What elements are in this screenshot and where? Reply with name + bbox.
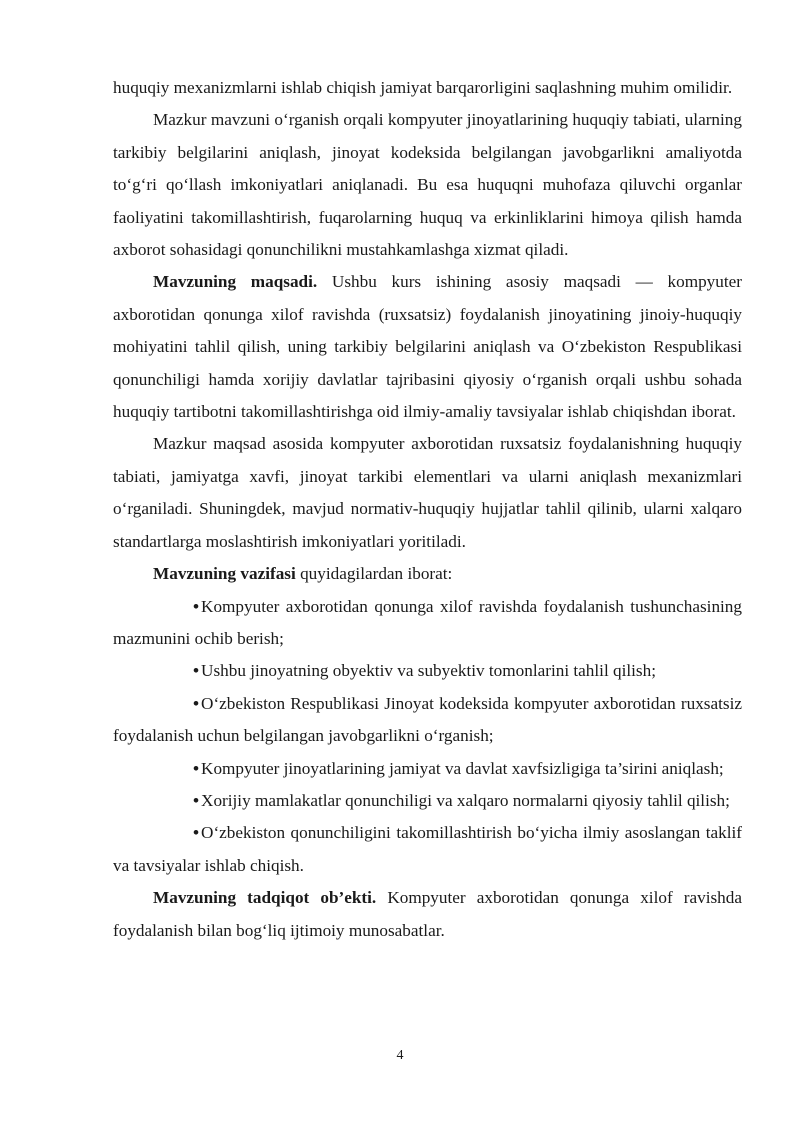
bullet-text: Ushbu jinoyatning obyektiv va subyektiv tomonlarini tahlil qilish; xyxy=(201,661,656,681)
goal-heading: Mavzuning maqsadi. xyxy=(153,272,318,292)
list-item xyxy=(113,753,742,785)
tasks-heading: Mavzuning vazifasi xyxy=(153,564,296,584)
list-item xyxy=(113,591,742,656)
goal-text: Ushbu kurs ishining asosiy maqsadi — kompyuter axborotidan qonunga xilof ravishda (ruxsatsiz) foydalanish jinoyatining jinoiy-huquqiy mohiyatini tahlil qilish, uning tarkibiy belgilarini aniqlash va O‘zbekiston Respublikasi qonunchiligi hamda xorijiy davlatlar tajribasini qiyosiy o‘rganish orqali ushbu sohada huquqiy tartibotni takomillashtirishga oid ilmiy-amaliy tavsiyalar ishlab chiqishdan iborat. xyxy=(113,272,742,422)
list-item xyxy=(113,817,742,882)
paragraph-tasks xyxy=(113,558,742,590)
document-page xyxy=(113,72,742,947)
bullet-icon: • xyxy=(193,758,200,778)
list-item xyxy=(113,655,742,687)
research-object-text: Kompyuter axborotidan qonunga xilof ravishda foydalanish bilan bog‘liq ijtimoiy munosabatlar. xyxy=(113,888,742,940)
paragraph-goal xyxy=(113,266,742,428)
bullet-icon: • xyxy=(193,693,200,713)
bullet-icon: • xyxy=(193,823,200,843)
bullet-icon: • xyxy=(193,596,200,616)
research-object-heading: Mavzuning tadqiqot ob’ekti. xyxy=(153,888,377,908)
tasks-text: quyidagilardan iborat: xyxy=(295,564,453,584)
bullet-text: O‘zbekiston qonunchiligini takomillashtirish bo‘yicha ilmiy asoslangan taklif va tavsiyalar ishlab chiqish. xyxy=(113,823,742,875)
paragraph-research-object xyxy=(113,882,742,947)
list-item xyxy=(113,688,742,753)
bullet-text: Kompyuter jinoyatlarining jamiyat va davlat xavfsizligiga ta’sirini aniqlash; xyxy=(201,758,724,778)
paragraph-goal-details: Mazkur maqsad asosida kompyuter axborotidan ruxsatsiz foydalanishning huquqiy tabiati, jamiyatga xavfi, jinoyat tarkibi elementlari va ularni aniqlash mexanizmlari o‘rganiladi. Shuningdek, mavjud normativ-huquqiy hujjatlar tahlil qilinib, ularni xalqaro standartlarga moslashtirish imkoniyatlari yoritiladi. xyxy=(113,434,742,551)
bullet-text: O‘zbekiston Respublikasi Jinoyat kodeksida kompyuter axborotidan ruxsatsiz foydalanish uchun belgilangan javobgarlikni o‘rganish; xyxy=(113,693,742,746)
bullet-icon: • xyxy=(193,661,200,681)
bullet-text: Kompyuter axborotidan qonunga xilof ravishda foydalanish tushunchasining mazmunini ochib berish; xyxy=(113,596,742,648)
paragraph-intro: huquqiy mexanizmlarni ishlab chiqish jamiyat barqarorligini saqlashning muhim omilidir. xyxy=(113,78,733,97)
bullet-icon: • xyxy=(193,790,200,810)
paragraph-study: Mazkur mavzuni o‘rganish orqali kompyuter jinoyatlarining huquqiy tabiati, ularning tarkibiy belgilarini aniqlash, jinoyat kodeksida belgilangan javobgarlikni amaliyotda to‘g‘ri qo‘llash imkoniyatlari aniqlanadi. Bu esa huquqni muhofaza qiluvchi organlar faoliyatini takomillashtirish, fuqarolarning huquq va erkinliklarini himoya qilish hamda axborot sohasidagi qonunchilikni mustahkamlashga xizmat qiladi. xyxy=(113,110,742,260)
bullet-text: Xorijiy mamlakatlar qonunchiligi va xalqaro normalarni qiyosiy tahlil qilish; xyxy=(201,790,730,810)
list-item xyxy=(113,785,742,817)
page-number: 4 xyxy=(396,1048,404,1063)
